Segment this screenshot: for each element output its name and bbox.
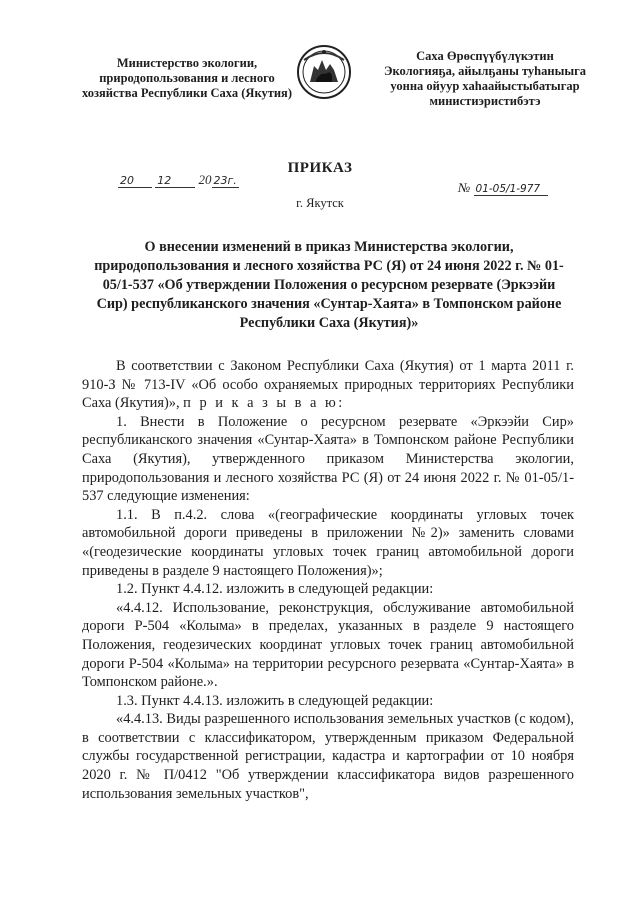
paragraph-1-1: 1.1. В п.4.2. слова «(географические координаты угловых точек автомобильной дороги приведены в приложении №2)» заменить словами «(геодезические координаты угловых точек границ автомобильной дороги приведены в разделе 9 настоящего Положения)»; [82,506,574,579]
basis-text: В соответствии с Законом Республики Саха (Якутия) от 1 марта 2011 г. 910-З № 713-IV «Об особо охраняемых природных территориях Республики Саха (Якутия)», [82,358,574,412]
paragraph-1-2: 1.2. Пункт 4.4.12. изложить в следующей редакции: [116,581,434,598]
ministry-name-line-1: Министерство экологии, [116,56,258,70]
order-subject: О внесении изменений в приказ Министерства экологии, природопользования и лесного хозяйства РС (Я) от 24 июня 2022 г. № 01-05/1-537 «Об утверждении Положения о ресурсном резервате (Эркээйи Сир) республиканского значения «Сунтар-Хаята» в Томпонском районе Республики Саха (Якутия)» [94,239,564,331]
ministry-name-line-2: природопользования и лесного [99,71,275,85]
ministry-name-line-3: хозяйства Республики Саха (Якутия) [82,86,292,100]
date-year-suffix: 23г. [213,174,237,187]
paragraph-4-4-12: «4.4.12. Использование, реконструкция, обслуживание автомобильной дороги Р-504 «Колыма» в пределах, указанных в разделе 9 настоящего Положения, геодезических координат угловых точек границ автомобильной дороги Р-504 «Колыма» на территории ресурсного резервата «Сунтар-Хаята» в Томпонском районе.». [82,599,574,691]
number-prefix: № [458,180,471,195]
paragraph-basis [82,357,574,413]
date-month: 12 [155,174,195,188]
ministry-yakut-line-1: Саха Өрөспүүбүлүкэтин [416,49,554,63]
order-date [118,172,239,188]
coat-of-arms-icon [296,42,352,102]
order-word: п р и к а з ы в а ю: [183,395,345,412]
ministry-yakut-line-2: Экологияҕа, айылҕаны туһаныыга [383,64,587,78]
paragraph-4-4-13: «4.4.13. Виды разрешенного использования земельных участков (с кодом), в соответствии с классификатором, утвержденным приказом Федеральной службы государственной регистрации, кадастра и картографии от 10 ноября 2020 г. № П/0412 "Об утверждении классификатора видов разрешенного использования земельных участков", [82,711,574,802]
order-title: ПРИКАЗ [287,160,353,176]
date-day: 20 [118,174,152,188]
order-number [458,180,548,196]
paragraph-1: 1. Внести в Положение о ресурсном резервате «Эркээйи Сир» республиканского значения «Сунтар-Хаята» в Томпонском районе Республики Саха (Якутия), утвержденного приказом Министерства экологии, природопользования и лесного хозяйства РС (Я) от 24 июня 2022 г. № 01-05/1-537 следующие изменения: [82,413,574,505]
ministry-name-yakut [360,49,610,109]
ministry-yakut-line-4: министиэристибэтэ [429,94,541,108]
date-year-prefix: 20 [198,172,212,187]
ministry-name-russian [62,56,312,101]
paragraph-1-3: 1.3. Пункт 4.4.13. изложить в следующей редакции: [116,692,434,709]
number-value: 01-05/1-977 [474,183,548,196]
order-body [82,357,574,803]
order-city: г. Якутск [296,196,344,210]
ministry-yakut-line-3: уонна ойуур хаһаайыстыбатыгар [390,79,580,93]
